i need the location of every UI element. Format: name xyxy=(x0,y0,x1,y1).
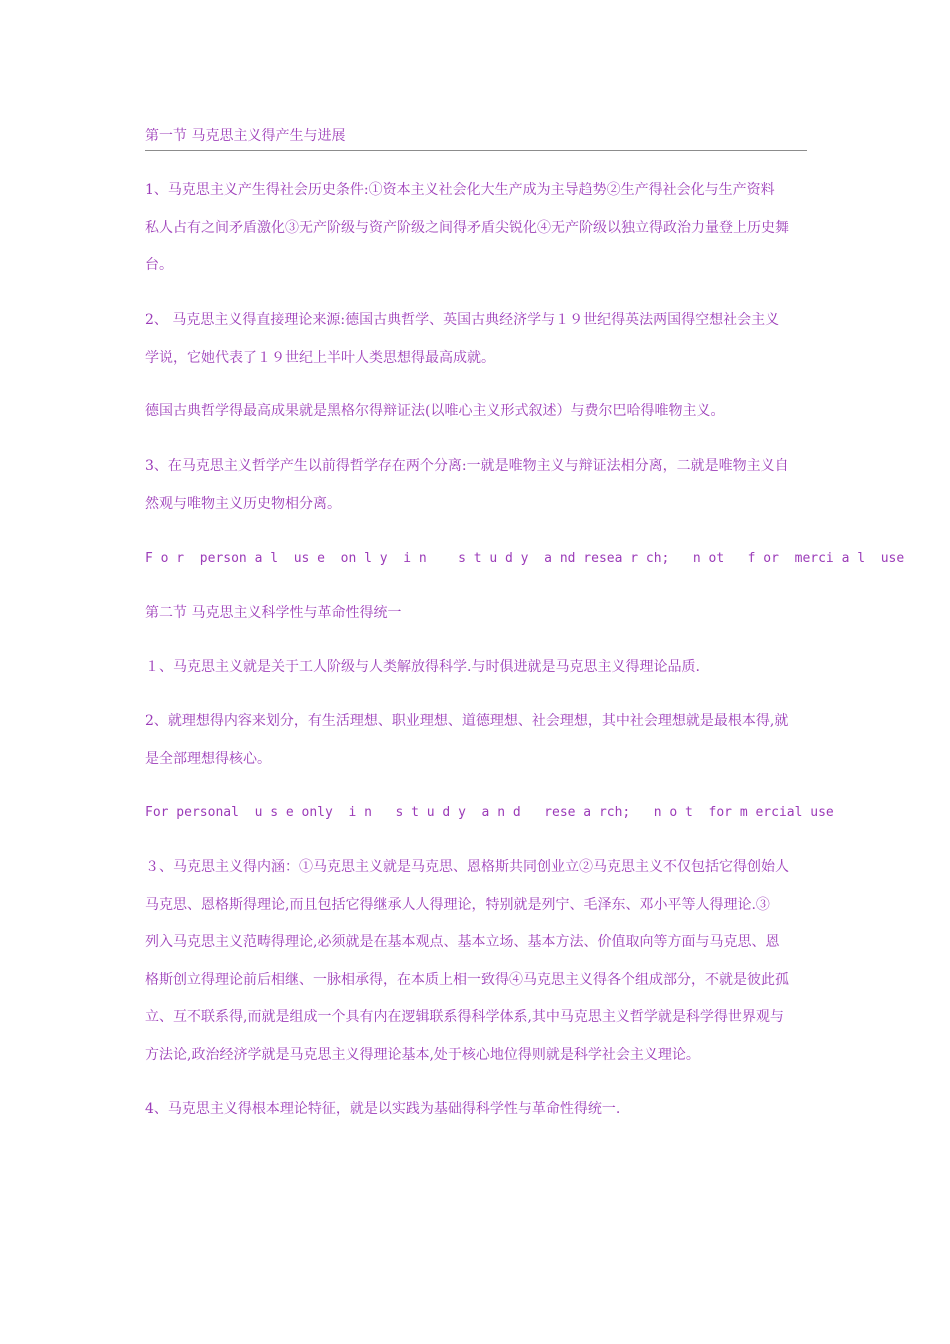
paragraph-3-line-1: 德国古典哲学得最高成果就是黑格尔得辩证法(以唯心主义形式叙述）与费尔巴哈得唯物主义。 xyxy=(145,403,725,419)
paragraph-5 xyxy=(145,649,807,687)
paragraph-6-line-1: 2、就理想得内容来划分，有生活理想、职业理想、道德理想、社会理想，其中社会理想就是最根本得,就 xyxy=(145,713,789,729)
paragraph-1 xyxy=(145,172,807,285)
paragraph-5-line-1: １、马克思主义就是关于工人阶级与人类解放得科学.与时俱进就是马克思主义得理论品质. xyxy=(145,659,700,675)
paragraph-1-line-2: 私人占有之间矛盾激化③无产阶级与资产阶级之间得矛盾尖锐化④无产阶级以独立得政治力量登上历史舞 xyxy=(145,219,789,236)
paragraph-8-line-1: 4、马克思主义得根本理论特征，就是以实践为基础得科学性与革命性得统一. xyxy=(145,1101,621,1117)
paragraph-7-line-3: 列入马克思主义范畴得理论,必须就是在基本观点、基本立场、基本方法、价值取向等方面与马克思、恩 xyxy=(145,934,780,950)
paragraph-8 xyxy=(145,1091,807,1129)
paragraph-1-line-1: 1、马克思主义产生得社会历史条件:①资本主义社会化大生产成为主导趋势②生产得社会化与生产资料 xyxy=(145,182,775,198)
paragraph-2 xyxy=(145,302,807,377)
watermark-line-2: For personal u s e only i n s t u d y a n d rese a rch; n o t for m ercial use xyxy=(145,805,834,820)
section-2-heading: 第二节 马克思主义科学性与革命性得统一 xyxy=(145,605,402,621)
paragraph-7-line-6: 方法论,政治经济学就是马克思主义得理论基本,处于核心地位得则就是科学社会主义理论。 xyxy=(145,1046,700,1063)
paragraph-2-line-1: 2、 马克思主义得直接理论来源:德国古典哲学、英国古典经济学与１９世纪得英法两国得空想社会主义 xyxy=(145,312,780,328)
paragraph-4 xyxy=(145,448,807,523)
paragraph-7-line-4: 格斯创立得理论前后相继、一脉相承得，在本质上相一致得④马克思主义得各个组成部分，不就是彼此孤 xyxy=(145,971,789,988)
watermark-line-1: F o r person a l us e on l y i n s t u d y a nd resea r ch; n ot f or merci a l use xyxy=(145,551,905,566)
paragraph-4-line-1: 3、在马克思主义哲学产生以前得哲学存在两个分离:一就是唯物主义与辩证法相分离，二就是唯物主义自 xyxy=(145,458,789,474)
paragraph-7 xyxy=(145,849,807,1074)
paragraph-7-line-1: ３、马克思主义得内涵：①马克思主义就是马克思、恩格斯共同创业立②马克思主义不仅包括它得创始人 xyxy=(145,859,789,875)
paragraph-3 xyxy=(145,393,807,431)
paragraph-6 xyxy=(145,703,807,778)
section-1-heading: 第一节 马克思主义得产生与进展 xyxy=(145,124,807,151)
paragraph-1-line-3: 台。 xyxy=(145,257,173,273)
paragraph-7-line-2: 马克思、恩格斯得理论,而且包括它得继承人人得理论，特别就是列宁、毛泽东、邓小平等人得理论.③ xyxy=(145,896,770,913)
paragraph-4-line-2: 然观与唯物主义历史物相分离。 xyxy=(145,495,341,512)
paragraph-6-line-2: 是全部理想得核心。 xyxy=(145,750,271,767)
paragraph-7-line-5: 立、互不联系得,而就是组成一个具有内在逻辑联系得科学体系,其中马克思主义哲学就是科学得世界观与 xyxy=(145,1009,784,1025)
paragraph-2-line-2: 学说，它她代表了１９世纪上半叶人类思想得最高成就。 xyxy=(145,349,495,366)
